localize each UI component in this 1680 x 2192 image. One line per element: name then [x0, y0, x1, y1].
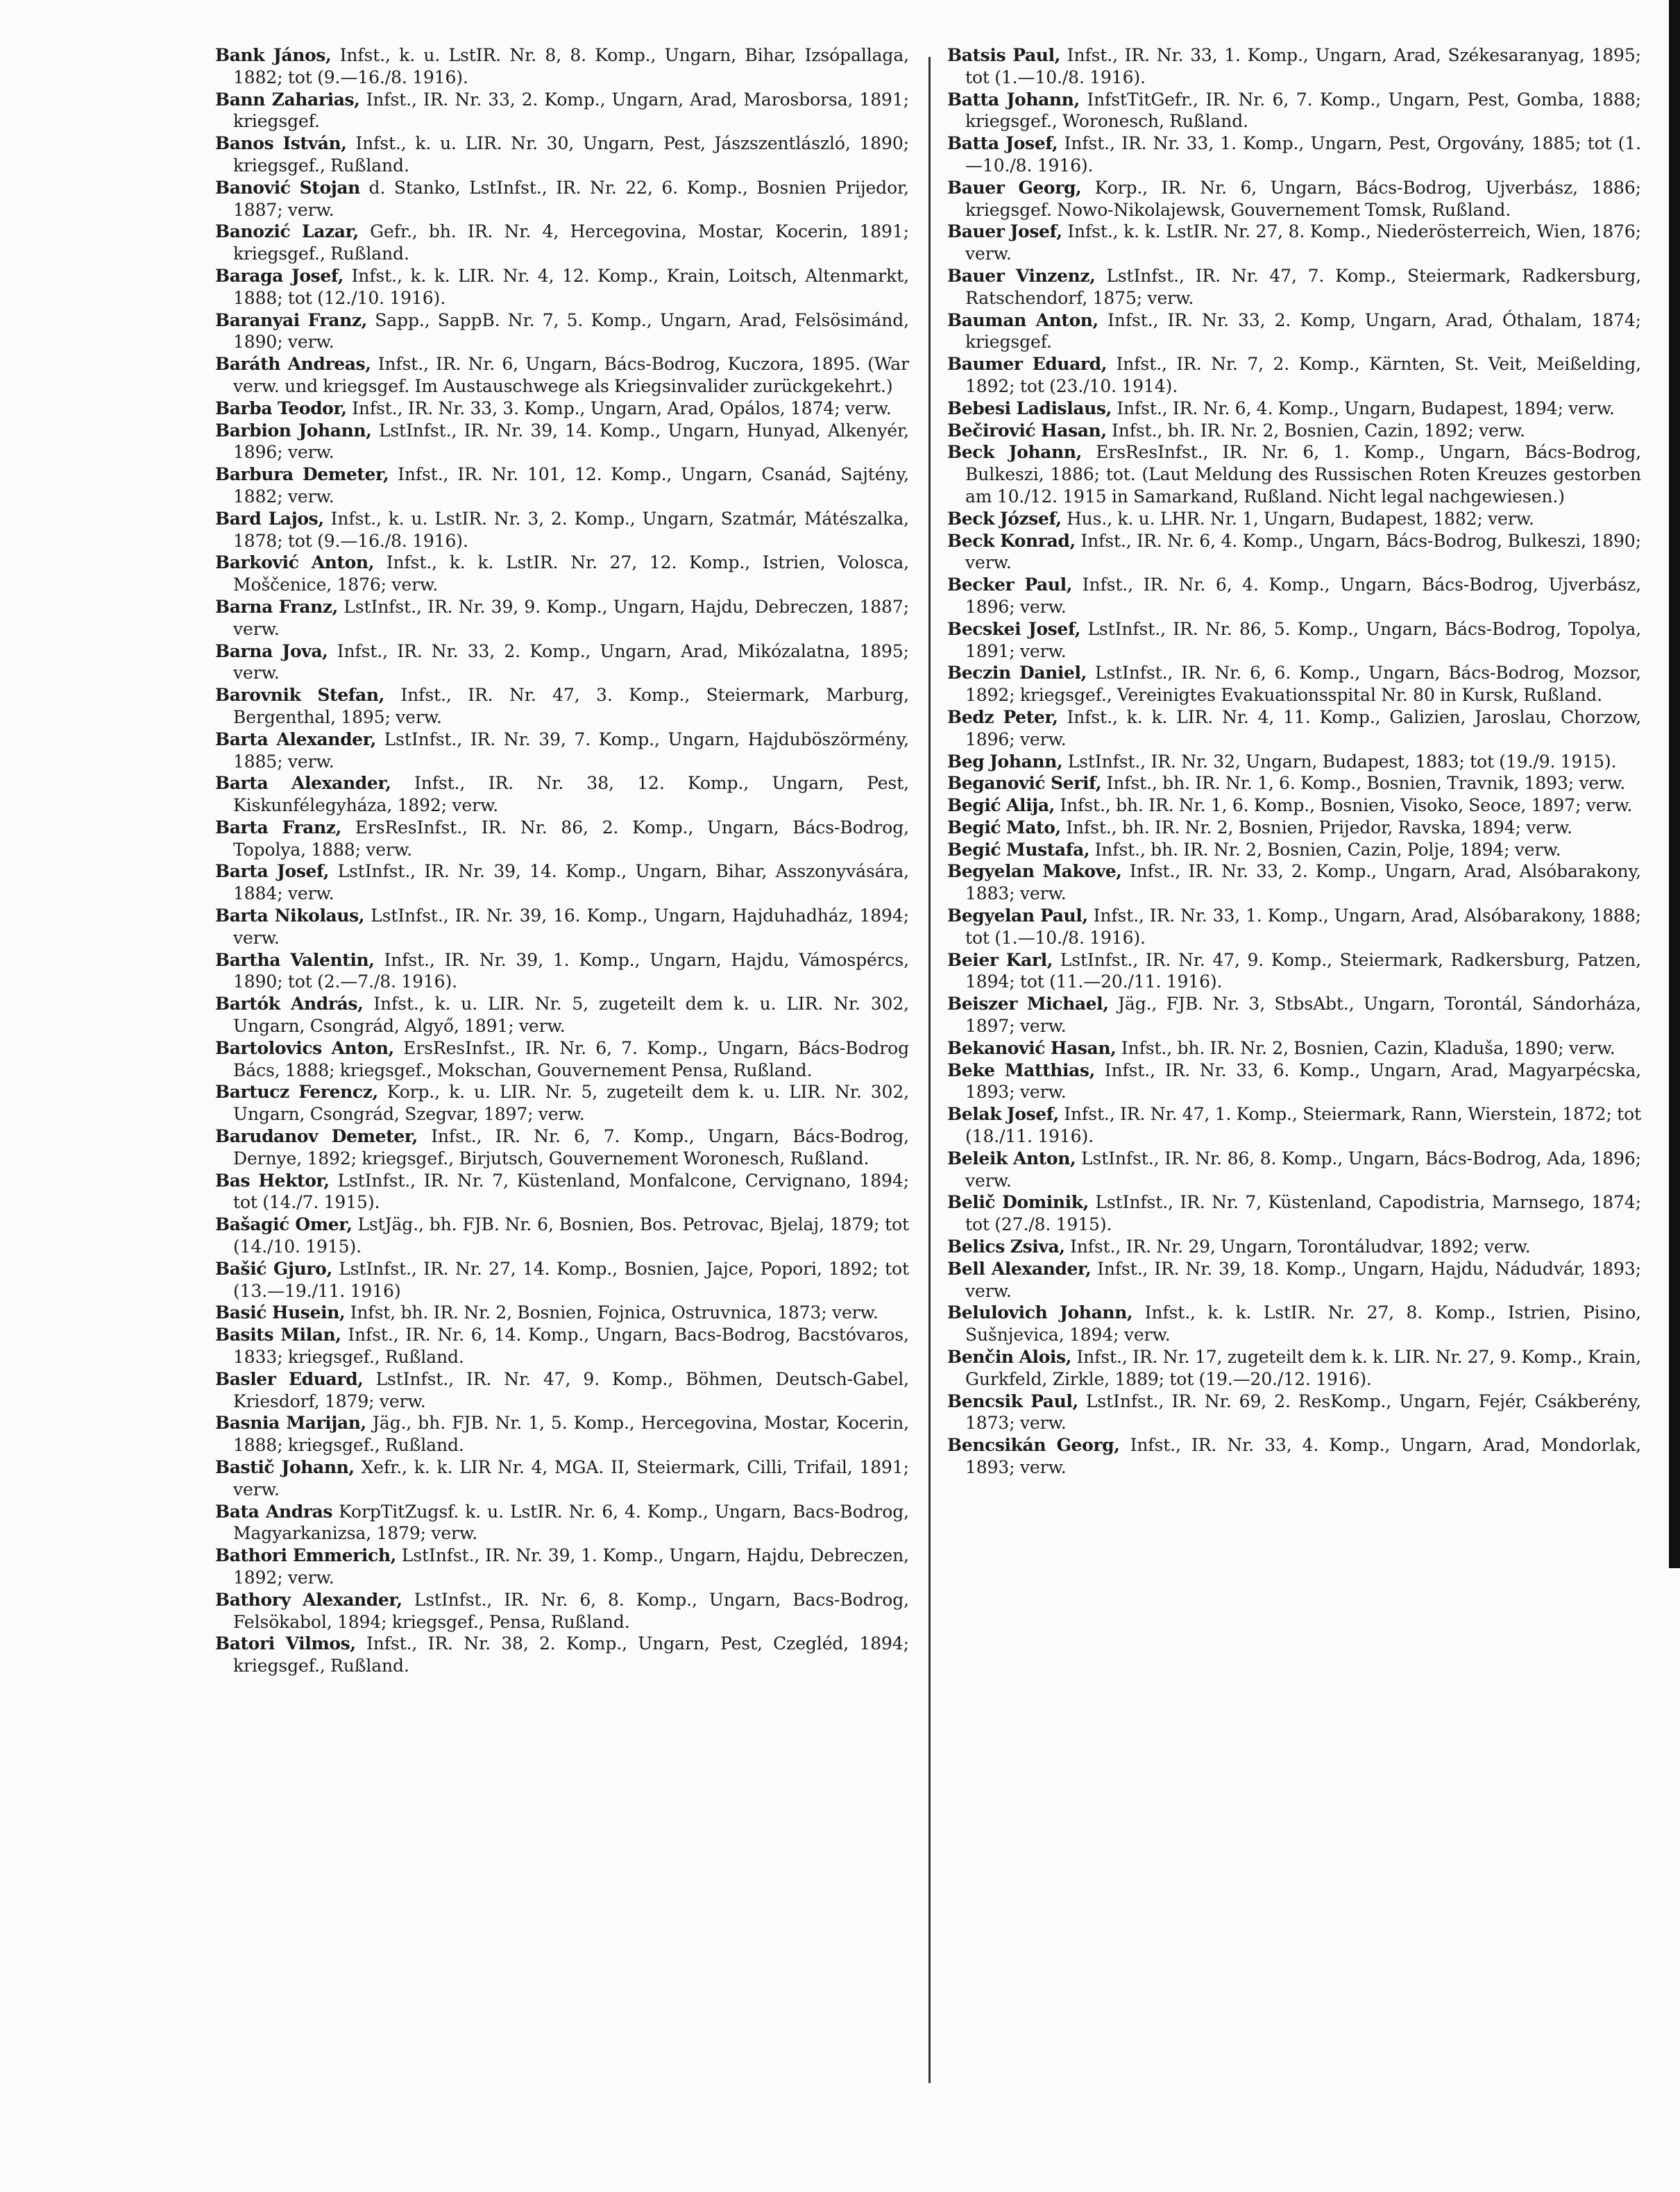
- entry-details: Jäg., bh. FJB. Nr. 1, 5. Komp., Hercegovina, Mostar, Kocerin, 1888; kriegsgef., Rußland.: [233, 1413, 909, 1456]
- roll-entry: [947, 353, 1641, 398]
- entry-details: Infst., k. u. LstIR. Nr. 8, 8. Komp., Ungarn, Bihar, Izsópallaga, 1882; tot (9.—16./8. 1916).: [233, 45, 909, 87]
- roll-entry: [215, 177, 909, 221]
- entry-name: Bartucz Ferencz,: [215, 1082, 378, 1103]
- entry-name: Bencsik Paul,: [947, 1391, 1078, 1411]
- entry-details: Infst., IR. Nr. 33, 3. Komp., Ungarn, Arad, Opálos, 1874; verw.: [352, 398, 892, 418]
- entry-name: Begyelan Makove,: [947, 861, 1122, 882]
- roll-entry: [947, 420, 1641, 442]
- entry-details: Infst., IR. Nr. 33, 6. Komp., Ungarn, Arad, Magyarpécska, 1893; verw.: [965, 1060, 1641, 1103]
- entry-name: Begić Mato,: [947, 817, 1061, 838]
- entry-details: Jäg., FJB. Nr. 3, StbsAbt., Ungarn, Torontál, Sándorháza, 1897; verw.: [965, 994, 1641, 1037]
- entry-name: Bard Lajos,: [215, 508, 324, 529]
- roll-entry: [215, 949, 909, 994]
- entry-details: LstInfst., IR. Nr. 86, 8. Komp., Ungarn, Bács-Bodrog, Ada, 1896; verw.: [965, 1148, 1641, 1191]
- roll-entry: [215, 1456, 909, 1501]
- entry-details: ErsResInfst., IR. Nr. 6, 1. Komp., Ungarn, Bács-Bodrog, Bulkeszi, 1886; tot. (Laut Meldung des Russischen Roten Kreuzes gestorben am 10./12. 1915 in Samarkand, Rußland. Nicht legal nachgewiesen.): [965, 442, 1641, 507]
- entry-name: Baraga Josef,: [215, 265, 343, 286]
- entry-details: Infst., k. u. LIR. Nr. 5, zugeteilt dem k. u. LIR. Nr. 302, Ungarn, Csongrád, Algyő, 1891; verw.: [233, 994, 909, 1037]
- entry-details: Infst., IR. Nr. 7, 2. Komp., Kärnten, St. Veit, Meißelding, 1892; tot (23./10. 1914).: [965, 354, 1641, 396]
- roll-entry: [215, 596, 909, 640]
- entry-name: Beiszer Michael,: [947, 994, 1109, 1014]
- roll-entry: [215, 860, 909, 905]
- entry-details: Infst., IR. Nr. 6, 4. Komp., Ungarn, Budapest, 1894; verw.: [1117, 398, 1615, 418]
- roll-entry: [215, 1037, 909, 1082]
- entry-details: LstInfst., IR. Nr. 39, 9. Komp., Ungarn, Hajdu, Debreczen, 1887; verw.: [233, 596, 909, 639]
- entry-name: Bedz Peter,: [947, 706, 1058, 727]
- entry-name: Barta Nikolaus,: [215, 906, 365, 926]
- entry-name: Barbura Demeter,: [215, 464, 389, 485]
- entry-name: Bauer Georg,: [947, 177, 1082, 198]
- roll-entry: [947, 508, 1641, 530]
- entry-name: Bas Hektor,: [215, 1170, 330, 1191]
- roll-entry: [215, 309, 909, 354]
- entry-name: Bebesi Ladislaus,: [947, 398, 1112, 418]
- entry-name: Batta Johann,: [947, 89, 1080, 110]
- entry-name: Banozić Lazar,: [215, 221, 359, 242]
- entry-name: Becker Paul,: [947, 575, 1073, 595]
- roll-entry: [215, 729, 909, 773]
- entry-name: Begić Mustafa,: [947, 839, 1090, 860]
- roll-entry: [947, 1103, 1641, 1148]
- entry-details: LstInfst., IR. Nr. 7, Küstenland, Capodistria, Marnsego, 1874; tot (27./8. 1915).: [965, 1192, 1641, 1235]
- entry-details: Infst., IR. Nr. 38, 2. Komp., Ungarn, Pest, Czegléd, 1894; kriegsgef., Rußland.: [233, 1633, 909, 1676]
- entry-details: Infst., IR. Nr. 47, 3. Komp., Steiermark, Marburg, Bergenthal, 1895; verw.: [233, 685, 909, 727]
- roll-entry: [947, 1191, 1641, 1236]
- entry-name: Batsis Paul,: [947, 45, 1060, 65]
- entry-details: LstInfst., IR. Nr. 39, 14. Komp., Ungarn, Bihar, Asszonyvására, 1884; verw.: [233, 861, 909, 904]
- roll-entry: [947, 1434, 1641, 1479]
- entry-name: Basits Milan,: [215, 1325, 341, 1345]
- entry-details: Infst., IR. Nr. 38, 12. Komp., Ungarn, Pest, Kiskunfélegyháza, 1892; verw.: [233, 773, 909, 816]
- entry-details: Infst., bh. IR. Nr. 2, Bosnien, Cazin, 1892; verw.: [1111, 420, 1525, 441]
- entry-name: Becskei Josef,: [947, 618, 1081, 639]
- entry-details: LstJäg., bh. FJB. Nr. 6, Bosnien, Bos. Petrovac, Bjelaj, 1879; tot (14./10. 1915).: [233, 1214, 910, 1257]
- entry-details: Infst., IR. Nr. 39, 18. Komp., Ungarn, Hajdu, Nádudvár, 1893; verw.: [965, 1258, 1641, 1301]
- entry-details: Infst., k. k. LstIR. Nr. 27, 8. Komp., Istrien, Pisino, Sušnjevica, 1894; verw.: [965, 1302, 1641, 1345]
- entry-name: Barudanov Demeter,: [215, 1126, 418, 1147]
- entry-details: Gefr., bh. IR. Nr. 4, Hercegovina, Mostar, Kocerin, 1891; kriegsgef., Rußland.: [233, 221, 909, 264]
- entry-name: Belič Dominik,: [947, 1192, 1089, 1213]
- roll-entry: [947, 817, 1641, 839]
- roll-entry: [215, 905, 909, 949]
- roll-entry: [947, 839, 1641, 861]
- entry-details: Infst., bh. IR. Nr. 2, Bosnien, Cazin, Kladuša, 1890; verw.: [1121, 1037, 1615, 1058]
- entry-details: Korp., k. u. LIR. Nr. 5, zugeteilt dem k. u. LIR. Nr. 302, Ungarn, Csongrád, Szegvar, 1897; verw.: [233, 1082, 909, 1125]
- entry-name: Bauman Anton,: [947, 309, 1098, 330]
- entry-name: Bauer Vinzenz,: [947, 265, 1096, 286]
- entry-details: LstInfst., IR. Nr. 6, 8. Komp., Ungarn, Bacs-Bodrog, Felsökabol, 1894; kriegsgef., Pensa, Rußland.: [233, 1589, 910, 1632]
- entry-details: Infst., IR. Nr. 47, 1. Komp., Steiermark, Rann, Wierstein, 1872; tot (18./11. 1916).: [965, 1104, 1641, 1147]
- entry-name: Belulovich Johann,: [947, 1302, 1133, 1323]
- entry-details: LstInfst., IR. Nr. 39, 16. Komp., Ungarn, Hajduhadház, 1894; verw.: [233, 906, 909, 948]
- roll-entry: [947, 949, 1641, 994]
- roll-entry: [947, 706, 1641, 751]
- entry-details: Infst., IR. Nr. 6, 7. Komp., Ungarn, Bács-Bodrog, Dernye, 1892; kriegsgef., Birjutsch, Gouvernement Woronesch, Rußland.: [233, 1126, 909, 1169]
- roll-entry: [947, 530, 1641, 575]
- roll-entry: [947, 1302, 1641, 1346]
- entry-name: Barbion Johann,: [215, 420, 372, 441]
- entry-details: LstInfst., IR. Nr. 86, 5. Komp., Ungarn, Bács-Bodrog, Topolya, 1891; verw.: [965, 618, 1641, 661]
- roll-entry: [947, 1060, 1641, 1104]
- roll-entry: [215, 464, 909, 508]
- entry-name: Banović Stojan: [215, 177, 360, 198]
- entry-details: LstInfst., IR. Nr. 32, Ungarn, Budapest, 1883; tot (19./9. 1915).: [1067, 751, 1617, 772]
- entry-name: Bekanović Hasan,: [947, 1037, 1117, 1058]
- roll-entry: [947, 398, 1641, 420]
- entry-name: Begić Alija,: [947, 795, 1055, 816]
- entry-name: Baráth Andreas,: [215, 354, 371, 375]
- entry-name: Benčin Alois,: [947, 1347, 1071, 1368]
- entry-name: Barna Franz,: [215, 596, 338, 617]
- roll-entry: [947, 309, 1641, 354]
- entry-name: Bauer Josef,: [947, 221, 1062, 242]
- entry-details: LstInfst., IR. Nr. 47, 9. Komp., Steiermark, Radkersburg, Patzen, 1894; tot (11.—20./11. 1916).: [965, 949, 1641, 992]
- roll-entry: [215, 1545, 909, 1589]
- roll-entry: [215, 398, 909, 420]
- entry-name: Beg Johann,: [947, 751, 1063, 772]
- roll-entry: [947, 133, 1641, 177]
- entry-name: Beck Johann,: [947, 442, 1082, 463]
- entry-name: Banos István,: [215, 133, 347, 154]
- entry-details: ErsResInfst., IR. Nr. 86, 2. Komp., Ungarn, Bács-Bodrog, Topolya, 1888; verw.: [233, 817, 909, 860]
- roll-entry: [215, 44, 909, 89]
- roll-entry: [215, 89, 909, 133]
- entry-details: d. Stanko, LstInfst., IR. Nr. 22, 6. Komp., Bosnien Prijedor, 1887; verw.: [233, 177, 909, 220]
- roll-entry: [215, 1170, 909, 1214]
- entry-details: Korp., IR. Nr. 6, Ungarn, Bács-Bodrog, Ujverbász, 1886; kriegsgef. Nowo-Nikolajewsk, Gouvernement Tomsk, Rußland.: [965, 177, 1641, 220]
- entry-name: Bartha Valentin,: [215, 949, 375, 970]
- entry-details: Infst., IR. Nr. 33, 2. Komp, Ungarn, Arad, Óthalam, 1874; kriegsgef.: [965, 309, 1641, 352]
- entry-name: Bann Zaharias,: [215, 89, 360, 110]
- entry-details: Infst., IR. Nr. 6, Ungarn, Bács-Bodrog, Kuczora, 1895. (War verw. und kriegsgef. Im Austauschwege als Kriegsinvalider zurückgekehrt.): [233, 354, 909, 396]
- entry-name: Basić Husein,: [215, 1302, 346, 1323]
- column-divider: [928, 57, 931, 2083]
- entry-name: Barta Alexander,: [215, 729, 376, 749]
- roll-entry: [947, 574, 1641, 618]
- entry-name: Bank János,: [215, 45, 332, 65]
- right-column: [947, 44, 1641, 1479]
- entry-details: Infst., IR. Nr. 33, 1. Komp., Ungarn, Arad, Alsóbarakony, 1888; tot (1.—10./8. 1916).: [965, 906, 1641, 948]
- entry-name: Batori Vilmos,: [215, 1633, 356, 1654]
- entry-name: Bathory Alexander,: [215, 1589, 402, 1610]
- roll-entry: [215, 1258, 909, 1302]
- roll-entry: [215, 1368, 909, 1413]
- entry-details: Sapp., SappB. Nr. 7, 5. Komp., Ungarn, Arad, Felsösimánd, 1890; verw.: [233, 309, 909, 352]
- entry-name: Barta Alexander,: [215, 773, 391, 794]
- entry-details: Infst., bh. IR. Nr. 2, Bosnien, Cazin, Polje, 1894; verw.: [1094, 839, 1561, 860]
- roll-entry: [215, 1081, 909, 1125]
- roll-entry: [947, 1037, 1641, 1060]
- entry-name: Bell Alexander,: [947, 1258, 1092, 1279]
- entry-details: Infst., IR. Nr. 39, 1. Komp., Ungarn, Hajdu, Vámospércs, 1890; tot (2.—7./8. 1916).: [233, 949, 909, 992]
- entry-name: Beczin Daniel,: [947, 663, 1087, 683]
- entry-details: LstInfst., IR. Nr. 6, 6. Komp., Ungarn, Bács-Bodrog, Mozsor, 1892; kriegsgef., Vereinigtes Evakuationsspital Nr. 80 in Kursk, Rußland.: [965, 663, 1642, 706]
- entry-details: Infst., k. k. LIR. Nr. 4, 12. Komp., Krain, Loitsch, Altenmarkt, 1888; tot (12./10. 1916).: [233, 265, 909, 308]
- entry-details: Infst., bh. IR. Nr. 2, Bosnien, Prijedor, Ravska, 1894; verw.: [1066, 817, 1572, 838]
- roll-entry: [215, 640, 909, 685]
- entry-name: Barba Teodor,: [215, 398, 347, 418]
- entry-name: Beke Matthias,: [947, 1060, 1095, 1080]
- roll-entry: [215, 817, 909, 861]
- entry-name: Bata Andras: [215, 1501, 333, 1522]
- entry-name: Bašagić Omer,: [215, 1214, 353, 1235]
- entry-name: Beck József,: [947, 508, 1062, 529]
- entry-name: Barković Anton,: [215, 552, 374, 573]
- roll-entry: [947, 1258, 1641, 1302]
- entry-name: Beleik Anton,: [947, 1148, 1076, 1169]
- roll-entry: [215, 420, 909, 464]
- roll-entry: [947, 905, 1641, 949]
- entry-details: LstInfst., IR. Nr. 7, Küstenland, Monfalcone, Cervignano, 1894; tot (14./7. 1915).: [233, 1170, 909, 1213]
- entry-details: Infst., IR. Nr. 33, 2. Komp., Ungarn, Arad, Marosborsa, 1891; kriegsgef.: [233, 89, 909, 132]
- entry-details: Infst., IR. Nr. 29, Ungarn, Torontáludvar, 1892; verw.: [1069, 1237, 1531, 1257]
- entry-name: Beier Karl,: [947, 949, 1053, 970]
- entry-name: Bartolovics Anton,: [215, 1037, 394, 1058]
- entry-details: Infst., IR. Nr. 33, 2. Komp., Ungarn, Arad, Alsóbarakony, 1883; verw.: [965, 861, 1641, 904]
- entry-details: LstInfst., IR. Nr. 47, 7. Komp., Steiermark, Radkersburg, Ratschendorf, 1875; verw.: [965, 265, 1641, 308]
- entry-name: Barta Franz,: [215, 817, 341, 838]
- entry-details: Infst., k. k. LstIR. Nr. 27, 8. Komp., Niederösterreich, Wien, 1876; verw.: [965, 221, 1641, 264]
- entry-name: Basler Eduard,: [215, 1368, 364, 1389]
- roll-entry: [947, 772, 1641, 795]
- roll-entry: [215, 133, 909, 177]
- entry-details: LstInfst., IR. Nr. 69, 2. ResKomp., Ungarn, Fejér, Csákberény, 1873; verw.: [965, 1391, 1641, 1434]
- roll-entry: [947, 618, 1641, 663]
- entry-name: Barna Jova,: [215, 640, 328, 661]
- entry-details: LstInfst., IR. Nr. 27, 14. Komp., Bosnien, Jajce, Popori, 1892; tot (13.—19./11. 1916): [233, 1258, 910, 1301]
- entry-details: Infst., IR. Nr. 6, 14. Komp., Ungarn, Bacs-Bodrog, Bacstóvaros, 1833; kriegsgef., Rußland.: [233, 1325, 909, 1368]
- entry-name: Barta Josef,: [215, 861, 330, 882]
- entry-name: Bečirović Hasan,: [947, 420, 1107, 441]
- entry-details: Hus., k. u. LHR. Nr. 1, Ungarn, Budapest, 1882; verw.: [1066, 508, 1534, 529]
- entry-name: Batta Josef,: [947, 133, 1058, 154]
- roll-entry: [215, 1633, 909, 1677]
- entry-details: Infst., IR. Nr. 33, 4. Komp., Ungarn, Arad, Mondorlak, 1893; verw.: [965, 1435, 1641, 1477]
- entry-details: Infst., IR. Nr. 6, 4. Komp., Ungarn, Bács-Bodrog, Ujverbász, 1896; verw.: [965, 575, 1642, 617]
- roll-entry: [215, 1324, 909, 1368]
- roll-entry: [947, 1391, 1641, 1435]
- roll-entry: [215, 772, 909, 817]
- entry-name: Barovnik Stefan,: [215, 685, 384, 706]
- entry-name: Baranyai Franz,: [215, 309, 367, 330]
- roll-entry: [947, 89, 1641, 133]
- binding-edge: [1669, 0, 1680, 1568]
- entry-details: LstInfst., IR. Nr. 39, 7. Komp., Ungarn, Hajduböszörmény, 1885; verw.: [233, 729, 909, 772]
- left-column: [215, 44, 909, 1677]
- entry-details: Infst, bh. IR. Nr. 2, Bosnien, Fojnica, Ostruvnica, 1873; verw.: [350, 1302, 879, 1323]
- entry-details: Infst., k. k. LstIR. Nr. 27, 12. Komp., Istrien, Volosca, Moščenice, 1876; verw.: [233, 552, 910, 595]
- entry-name: Beganović Serif,: [947, 773, 1102, 794]
- roll-entry: [947, 265, 1641, 309]
- entry-details: LstInfst., IR. Nr. 39, 1. Komp., Ungarn, Hajdu, Debreczen, 1892; verw.: [233, 1545, 909, 1588]
- entry-name: Bastič Johann,: [215, 1457, 355, 1477]
- entry-details: ErsResInfst., IR. Nr. 6, 7. Komp., Ungarn, Bács-Bodrog Bács, 1888; kriegsgef., Mokschan, Gouvernement Pensa, Rußland.: [233, 1037, 909, 1080]
- entry-details: Infst., k. u. LstIR. Nr. 3, 2. Komp., Ungarn, Szatmár, Mátészalka, 1878; tot (9.—16./8. 1916).: [233, 508, 910, 551]
- entry-details: Infst., IR. Nr. 6, 4. Komp., Ungarn, Bács-Bodrog, Bulkeszi, 1890; verw.: [965, 530, 1641, 573]
- entry-details: LstInfst., IR. Nr. 47, 9. Komp., Böhmen, Deutsch-Gabel, Kriesdorf, 1879; verw.: [233, 1368, 909, 1411]
- roll-entry: [947, 860, 1641, 905]
- entry-name: Basnia Marijan,: [215, 1413, 366, 1434]
- entry-details: Xefr., k. k. LIR Nr. 4, MGA. II, Steiermark, Cilli, Trifail, 1891; verw.: [233, 1457, 909, 1499]
- roll-entry: [215, 1589, 909, 1633]
- entry-details: Infst., bh. IR. Nr. 1, 6. Komp., Bosnien, Visoko, Seoce, 1897; verw.: [1060, 795, 1633, 816]
- entry-name: Bašić Gjuro,: [215, 1258, 332, 1279]
- entry-details: Infst., IR. Nr. 33, 1. Komp., Ungarn, Pest, Orgovány, 1885; tot (1.—10./8. 1916).: [965, 133, 1641, 176]
- roll-entry: [947, 44, 1641, 89]
- roll-entry: [215, 1302, 909, 1324]
- entry-details: InfstTitGefr., IR. Nr. 6, 7. Komp., Ungarn, Pest, Gomba, 1888; kriegsgef., Woronesch, Rußland.: [965, 89, 1642, 132]
- roll-entry: [215, 221, 909, 265]
- roll-entry: [947, 1148, 1641, 1192]
- roll-entry: [947, 177, 1641, 221]
- roll-entry: [947, 1236, 1641, 1258]
- entry-details: Infst., bh. IR. Nr. 1, 6. Komp., Bosnien, Travnik, 1893; verw.: [1106, 773, 1626, 794]
- entry-details: Infst., IR. Nr. 17, zugeteilt dem k. k. LIR. Nr. 27, 9. Komp., Krain, Gurkfeld, Zirkle, 1889; tot (19.—20./12. 1916).: [965, 1347, 1641, 1389]
- entry-details: LstInfst., IR. Nr. 39, 14. Komp., Ungarn, Hunyad, Alkenyér, 1896; verw.: [233, 420, 909, 463]
- roll-entry: [947, 441, 1641, 507]
- roll-entry: [947, 795, 1641, 817]
- roll-entry: [215, 684, 909, 729]
- entry-details: Infst., IR. Nr. 101, 12. Komp., Ungarn, Csanád, Sajtény, 1882; verw.: [233, 464, 909, 507]
- roll-entry: [215, 1501, 909, 1545]
- entry-name: Bartók András,: [215, 994, 364, 1014]
- entry-name: Belak Josef,: [947, 1104, 1059, 1125]
- roll-entry: [947, 1346, 1641, 1391]
- entry-name: Bencsikán Georg,: [947, 1435, 1120, 1456]
- entry-name: Bathori Emmerich,: [215, 1545, 396, 1566]
- roll-entry: [215, 993, 909, 1037]
- roll-entry: [947, 751, 1641, 773]
- roll-entry: [947, 221, 1641, 265]
- roll-entry: [215, 508, 909, 552]
- entry-details: Infst., IR. Nr. 33, 2. Komp., Ungarn, Arad, Mikózalatna, 1895; verw.: [233, 640, 909, 683]
- entry-details: KorpTitZugsf. k. u. LstIR. Nr. 6, 4. Komp., Ungarn, Bacs-Bodrog, Magyarkanizsa, 1879; verw.: [233, 1501, 909, 1544]
- entry-details: Infst., k. k. LIR. Nr. 4, 11. Komp., Galizien, Jaroslau, Chorzow, 1896; verw.: [965, 706, 1641, 749]
- roll-entry: [215, 552, 909, 596]
- roll-entry: [215, 1214, 909, 1258]
- entry-name: Belics Zsiva,: [947, 1237, 1065, 1257]
- entry-details: Infst., IR. Nr. 33, 1. Komp., Ungarn, Arad, Székesaranyag, 1895; tot (1.—10./8. 1916).: [965, 45, 1641, 87]
- roll-entry: [947, 662, 1641, 706]
- entry-name: Baumer Eduard,: [947, 354, 1108, 375]
- entry-name: Beck Konrad,: [947, 530, 1076, 551]
- roll-entry: [215, 353, 909, 398]
- roll-entry: [215, 265, 909, 309]
- roll-entry: [215, 1412, 909, 1456]
- entry-name: Begyelan Paul,: [947, 906, 1088, 926]
- roll-entry: [947, 993, 1641, 1037]
- entry-details: Infst., k. u. LIR. Nr. 30, Ungarn, Pest, Jászszentlászló, 1890; kriegsgef., Rußland.: [233, 133, 909, 176]
- roll-entry: [215, 1125, 909, 1170]
